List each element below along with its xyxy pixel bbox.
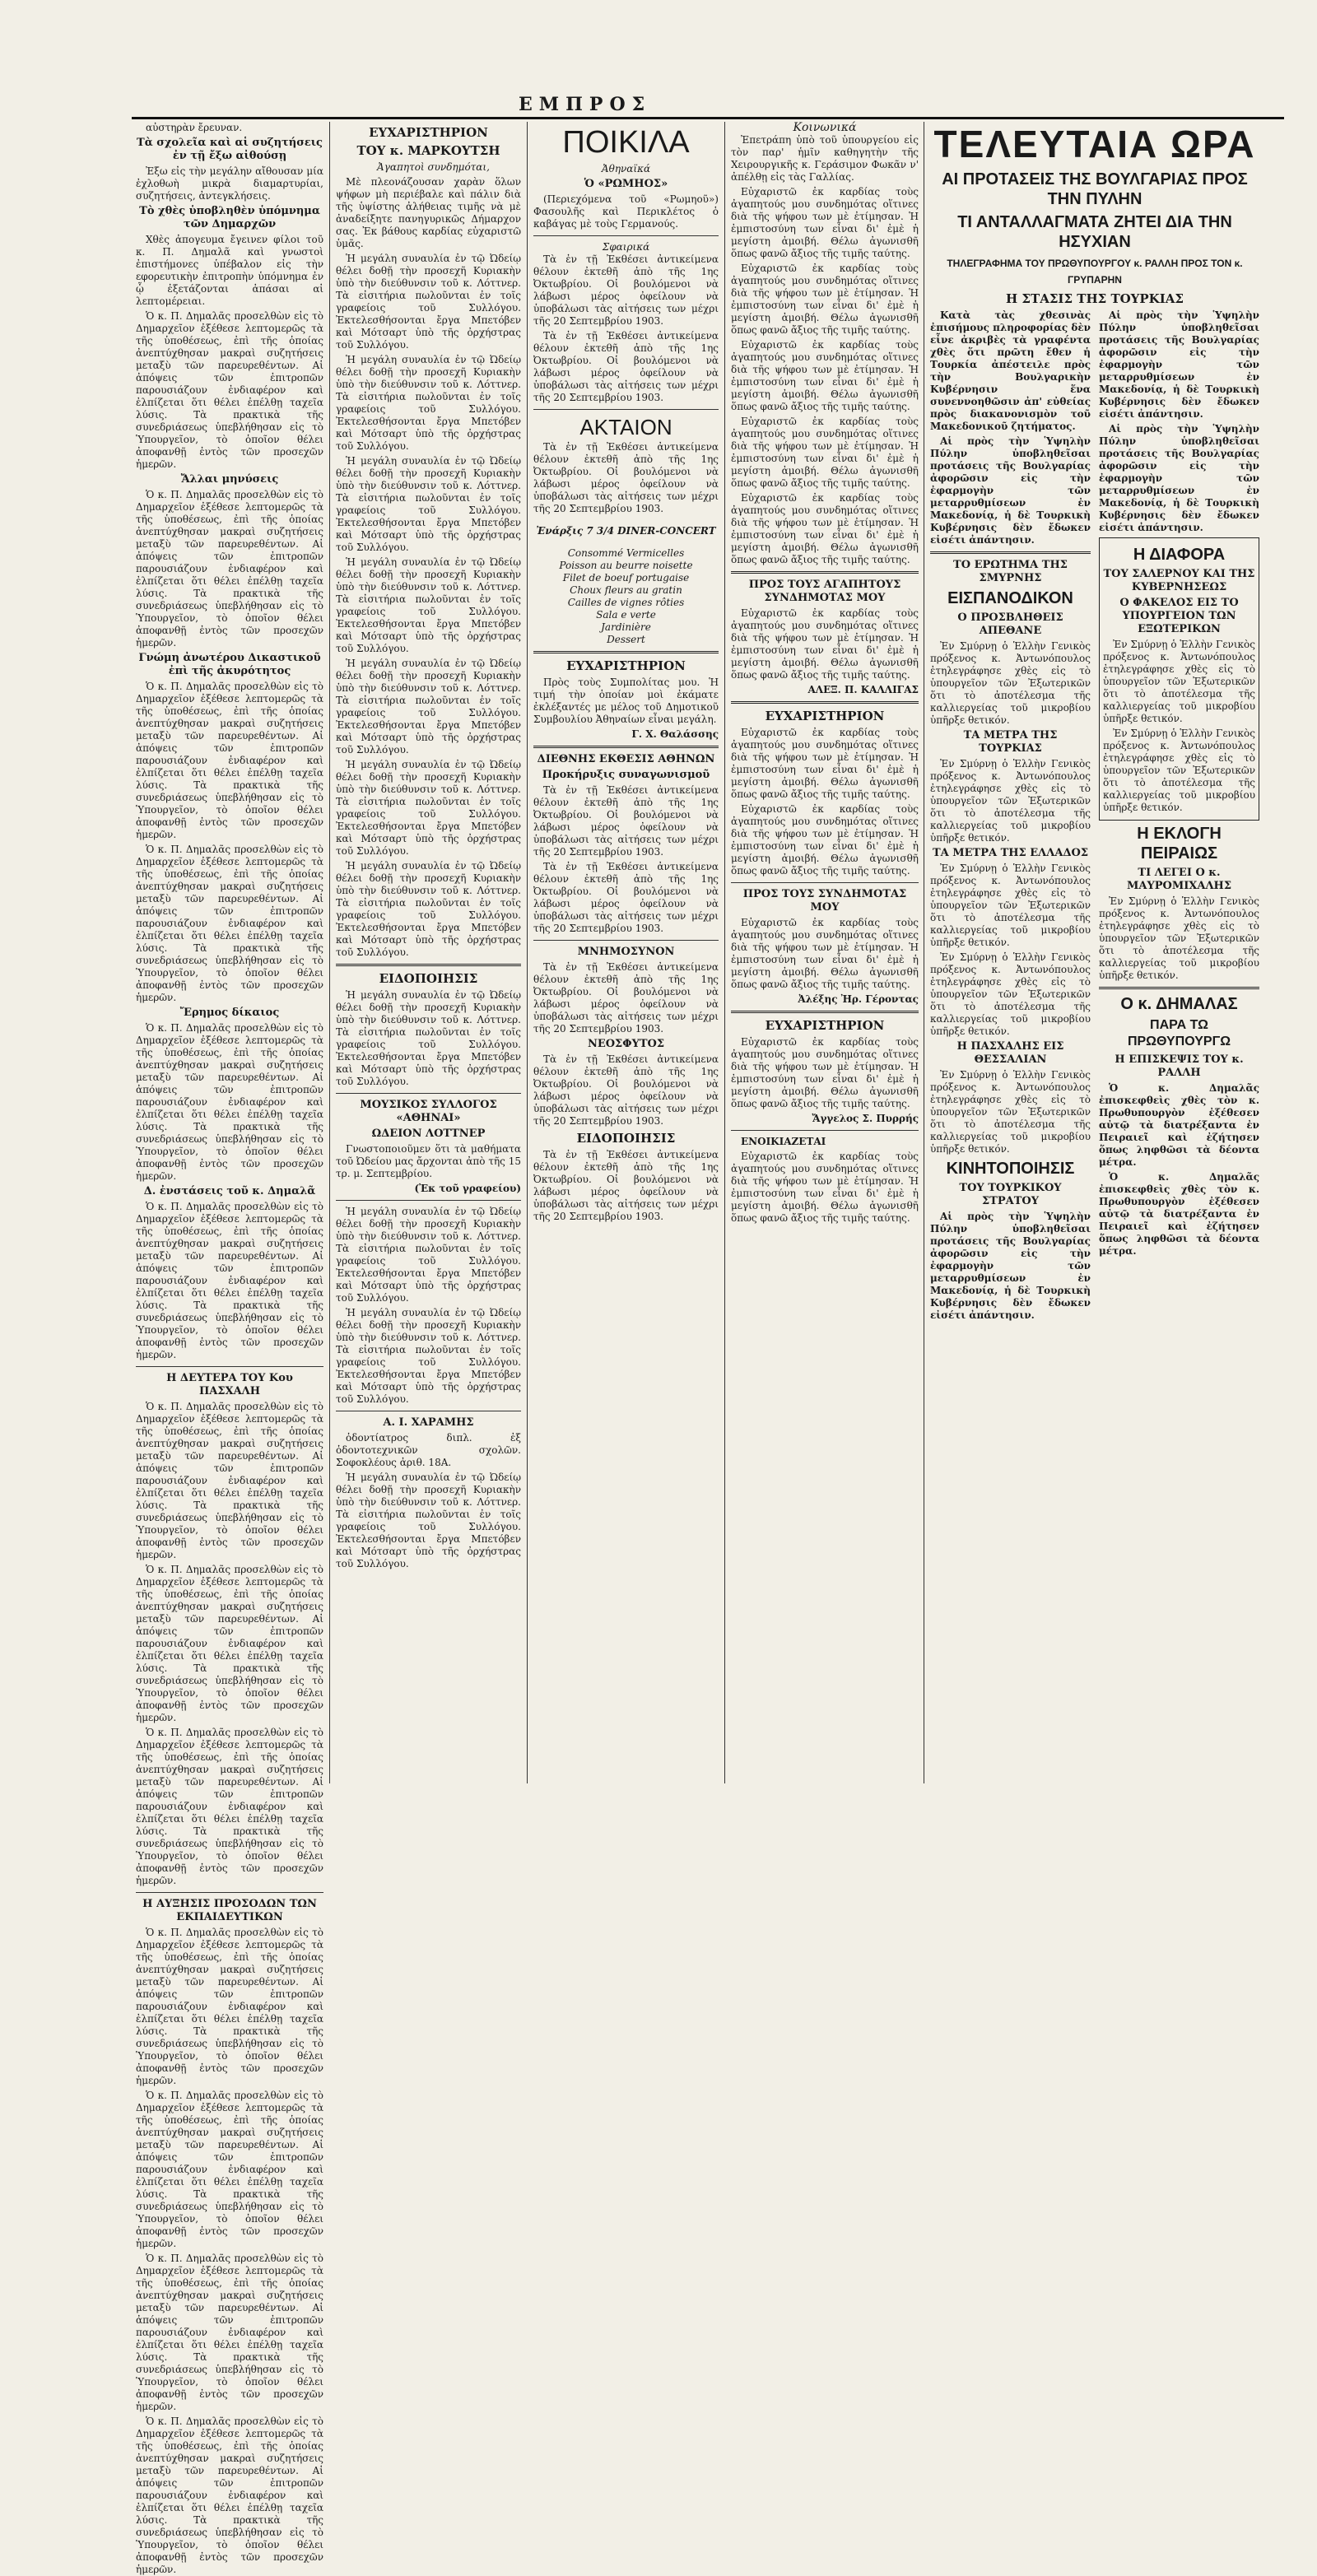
subcolumn-right	[1099, 309, 1259, 1324]
headline-diafora: Η ΔΙΑΦΟΡΑ	[1133, 546, 1226, 564]
headline-tourkikou: ΤΟΥ ΤΟΥΡΚΙΚΟΥ ΣΤΡΑΤΟΥ	[959, 1182, 1062, 1207]
divider	[731, 701, 919, 704]
headline-tilegrafima: ΤΗΛΕΓΡΑΦΗΜΑ ΤΟΥ ΠΡΩΘΥΠΟΥΡΓΟΥ κ. ΡΑΛΛΗ ΠΡΟΣ ΤΟΝ κ. ΓΡΥΠΑΡΗΝ	[947, 258, 1243, 286]
headline-neosfyto: ΝΕΟΣΦΥΤΟΣ	[587, 1038, 665, 1050]
article-filler: Τὰ ἐν τῇ Ἐκθέσει ἀντικείμενα θέλουν ἐκτεθῆ ἀπὸ τῆς 1ης Ὀκτωβρίου. Οἱ βουλόμενοι νὰ λάβωσι μέρος ὀφείλουν νὰ ὑποβάλωσι τὰς αἰτήσεις των μέχρι τῆς 20 Σεπτεμβρίου 1903.	[533, 1149, 719, 1222]
headline-prokirixis: Προκήρυξις συναγωνισμοῦ	[542, 769, 710, 781]
article-filler: Εὐχαριστῶ ἐκ καρδίας τοὺς ἀγαπητούς μου συνδημότας οἵτινες διὰ τῆς ψήφου των μὲ ἐτίμησαν. Ἡ ἐμπιστοσύνη των εἶναι δι' ἐμὲ ἡ μεγίστη ἀμοιβή. Θέλω ἀγωνισθῆ ὅπως φανῶ ἄξιος τῆς τιμῆς ταύτης.	[731, 1151, 919, 1224]
article-filler: Εὐχαριστῶ ἐκ καρδίας τοὺς ἀγαπητούς μου συνδημότας οἵτινες διὰ τῆς ψήφου των μὲ ἐτίμησαν. Ἡ ἐμπιστοσύνη των εἶναι δι' ἐμὲ ἡ μεγίστη ἀμοιβή. Θέλω ἀγωνισθῆ ὅπως φανῶ ἄξιος τῆς τιμῆς ταύτης.	[731, 416, 919, 489]
gerontas-signature: Ἀλέξης Ἠρ. Γέροντας	[798, 993, 919, 1005]
article-filler: Ἡ μεγάλη συναυλία ἐν τῷ Ὠδείῳ θέλει δοθῇ τὴν προσεχῆ Κυριακὴν ὑπὸ τὴν διεύθυνσιν τοῦ κ. Λόττνερ. Τὰ εἰσιτήρια πωλοῦνται ἐν τοῖς γραφείοις τοῦ Συλλόγου. Ἐκτελεσθήσονται ἔργα Μπετόβεν καὶ Μότσαρτ ὑπὸ τῆς ὀρχήστρας τοῦ Συλλόγου.	[336, 354, 521, 452]
article-filler: Τὰ ἐν τῇ Ἐκθέσει ἀντικείμενα θέλουν ἐκτεθῆ ἀπὸ τῆς 1ης Ὀκτωβρίου. Οἱ βουλόμενοι νὰ λάβωσι μέρος ὀφείλουν νὰ ὑποβάλωσι τὰς αἰτήσεις των μέχρι τῆς 20 Σεπτεμβρίου 1903.	[533, 784, 719, 858]
article-right: Αἱ πρὸς τὴν Ὑψηλὴν Πύλην ὑποβληθεῖσαι προτάσεις τῆς Βουλγαρίας ἀφορῶσιν εἰς τὴν ἐφαρμογὴν τῶν μεταρρυθμίσεων ἐν Μακεδονίᾳ, ἡ δὲ Τουρκικὴ Κυβέρνησις δὲν ἔδωκεν εἰσέτι ἀπάντησιν.	[930, 435, 1091, 546]
article-mid: Ἐν Σμύρνῃ ὁ Ἑλλὴν Γενικὸς πρόξενος κ. Ἀντωνόπουλος ἐτηλεγράφησε χθὲς εἰς τὸ ὑπουργεῖον τῶν Ἐξωτερικῶν ὅτι τὸ ἀποτέλεσμα τῆς καλλιεργείας τοῦ μικροβίου ὑπῆρξε θετικόν.	[930, 951, 1091, 1037]
divider	[136, 1366, 323, 1367]
article-odeion: Γνωστοποιοῦμεν ὅτι τὰ μαθήματα τοῦ Ὠδείου μας ἄρχονται ἀπὸ τῆς 15 τρ. μ. Σεπτεμβρίου.	[336, 1143, 521, 1179]
odeion-signature: (Ἐκ τοῦ γραφείου)	[414, 1183, 521, 1194]
article-filler: Εὐχαριστῶ ἐκ καρδίας τοὺς ἀγαπητούς μου συνδημότας οἵτινες διὰ τῆς ψήφου των μὲ ἐτίμησαν. Ἡ ἐμπιστοσύνη των εἶναι δι' ἐμὲ ἡ μεγίστη ἀμοιβή. Θέλω ἀγωνισθῆ ὅπως φανῶ ἄξιος τῆς τιμῆς ταύτης.	[731, 727, 919, 800]
headline-diafora-sub: ΤΟΥ ΣΑΛΕΡΝΟΥ ΚΑΙ ΤΗΣ ΚΥΒΕΡΝΗΣΕΩΣ	[1103, 568, 1255, 593]
subcolumns-top	[930, 309, 1259, 1324]
subsection-athinaika: Ἀθηναϊκά	[601, 163, 651, 174]
headline-eucharistirion: ΕΥΧΑΡΙΣΤΗΡΙΟΝ	[369, 125, 488, 140]
article-filler: Ἡ μεγάλη συναυλία ἐν τῷ Ὠδείῳ θέλει δοθῇ τὴν προσεχῆ Κυριακὴν ὑπὸ τὴν διεύθυνσιν τοῦ κ. Λόττνερ. Τὰ εἰσιτήρια πωλοῦνται ἐν τοῖς γραφείοις τοῦ Συλλόγου. Ἐκτελεσθήσονται ἔργα Μπετόβεν καὶ Μότσαρτ ὑπὸ τῆς ὀρχήστρας τοῦ Συλλόγου.	[336, 860, 521, 958]
headline-markoutsi: ΤΟΥ κ. ΜΑΡΚΟΥΤΣΗ	[356, 143, 500, 158]
headline-metra-tourkias: ΤΑ ΜΕΤΡΑ ΤΗΣ ΤΟΥΡΚΙΑΣ	[963, 729, 1058, 755]
article-filler: Ὁ κ. Π. Δημαλᾶς προσελθὼν εἰς τὸ Δημαρχεῖον ἐξέθεσε λεπτομερῶς τὰ τῆς ὑποθέσεως, ἐπὶ τῆς ὁποίας ἀνεπτύχθησαν μακραὶ συζητήσεις μεταξὺ τῶν παρευρεθέντων. Αἱ ἀπόψεις τῶν ἐπιτροπῶν παρουσιάζουν ἐνδιαφέρον καὶ ἐλπίζεται ὅτι θέλει ἐπέλθῃ ταχεῖα λύσις. Τὰ πρακτικὰ τῆς συνεδριάσεως ὑπεβλήθησαν εἰς τὸ Ὑπουργεῖον, τὸ ὁποῖον θέλει ἀποφανθῇ ἐντὸς τῶν προσεχῶν ἡμερῶν.	[136, 2090, 323, 2249]
divider	[533, 940, 719, 941]
headline-deftera: Η ΔΕΥΤΕΡΑ ΤΟΥ Κου ΠΑΣΧΑΛΗ	[166, 1372, 293, 1397]
headline-eklogi: Η ΕΚΛΟΓΗ ΠΕΙΡΑΙΩΣ	[1137, 825, 1222, 863]
headline-eucharistirion: ΕΥΧΑΡΙΣΤΗΡΙΟΝ	[765, 709, 885, 723]
subsection-sfairika: Σφαιρικά	[602, 241, 650, 253]
headline-pros-synd: ΠΡΟΣ ΤΟΥΣ ΣΥΝΔΗΜΟΤΑΣ ΜΟΥ	[742, 888, 907, 914]
article-koinonika: Ἐπετράπη ὑπὸ τοῦ ὑπουργείου εἰς τὸν παρ' ἡμῖν καθηγητὴν τῆς Χειρουργικῆς κ. Γεράσιμον Φωκᾶν ν' ἀπέλθῃ εἰς τὰς Γαλλίας.	[731, 134, 919, 183]
headline-epanodikon: ΕΙΣΠΑΝΟΔΙΚΟΝ	[947, 589, 1073, 607]
headline-dimarchia: Τὸ χθὲς ὑποβληθὲν ὑπόμνημα τῶν Δημαρχῶν	[139, 205, 320, 230]
column-rule	[527, 122, 528, 1783]
masthead	[132, 92, 1284, 119]
article-filler: Εὐχαριστῶ ἐκ καρδίας τοὺς ἀγαπητούς μου συνδημότας οἵτινες διὰ τῆς ψήφου των μὲ ἐτίμησαν. Ἡ ἐμπιστοσύνη των εἶναι δι' ἐμὲ ἡ μεγίστη ἀμοιβή. Θέλω ἀγωνισθῆ ὅπως φανῶ ἄξιος τῆς τιμῆς ταύτης.	[731, 263, 919, 336]
divider	[336, 964, 521, 966]
article-filler: Ὁ κ. Π. Δημαλᾶς προσελθὼν εἰς τὸ Δημαρχεῖον ἐξέθεσε λεπτομερῶς τὰ τῆς ὑποθέσεως, ἐπὶ τῆς ὁποίας ἀνεπτύχθησαν μακραὶ συζητήσεις μεταξὺ τῶν παρευρεθέντων. Αἱ ἀπόψεις τῶν ἐπιτροπῶν παρουσιάζουν ἐνδιαφέρον καὶ ἐλπίζεται ὅτι θέλει ἐπέλθῃ ταχεῖα λύσις. Τὰ πρακτικὰ τῆς συνεδριάσεως ὑπεβλήθησαν εἰς τὸ Ὑπουργεῖον, τὸ ὁποῖον θέλει ἀποφανθῇ ἐντὸς τῶν προσεχῶν ἡμερῶν.	[136, 1727, 323, 1886]
article-right: Αἱ πρὸς τὴν Ὑψηλὴν Πύλην ὑποβληθεῖσαι προτάσεις τῆς Βουλγαρίας ἀφορῶσιν εἰς τὴν ἐφαρμογὴν τῶν μεταρρυθμίσεων ἐν Μακεδονίᾳ, ἡ δὲ Τουρκικὴ Κυβέρνησις δὲν ἔδωκεν εἰσέτι ἀπάντησιν.	[1099, 309, 1259, 420]
article-dimalas: Ὁ κ. Δημαλᾶς ἐπισκεφθεὶς χθὲς τὸν κ. Πρωθυπουργὸν ἐξέθεσεν αὐτῷ τὰ διατρέξαντα ἐν Πειραιεῖ καὶ ἐζήτησεν ὅπως ληφθῶσι τὰ δέοντα μέτρα.	[1099, 1171, 1259, 1257]
headline-charamis: Α. Ι. ΧΑΡΑΜΗΣ	[383, 1416, 474, 1429]
column-1	[136, 122, 323, 2575]
article-filler: Ὁ κ. Π. Δημαλᾶς προσελθὼν εἰς τὸ Δημαρχεῖον ἐξέθεσε λεπτομερῶς τὰ τῆς ὑποθέσεως, ἐπὶ τῆς ὁποίας ἀνεπτύχθησαν μακραὶ συζητήσεις μεταξὺ τῶν παρευρεθέντων. Αἱ ἀπόψεις τῶν ἐπιτροπῶν παρουσιάζουν ἐνδιαφέρον καὶ ἐλπίζεται ὅτι θέλει ἐπέλθῃ ταχεῖα λύσις. Τὰ πρακτικὰ τῆς συνεδριάσεως ὑπεβλήθησαν εἰς τὸ Ὑπουργεῖον, τὸ ὁποῖον θέλει ἀποφανθῇ ἐντὸς τῶν προσεχῶν ἡμερῶν.	[136, 1564, 323, 1723]
divider	[336, 1093, 521, 1094]
pyrris-signature: Ἄγγελος Σ. Πυρρής	[812, 1113, 919, 1124]
menu-item: Poisson au beurre noisette	[559, 560, 693, 571]
headline-nees: Η ΑΥΞΗΣΙΣ ΠΡΟΣΟΔΩΝ ΤΩΝ ΕΚΠΑΙΔΕΥΤΙΚΩΝ	[142, 1898, 317, 1923]
article-filler: Ἡ μεγάλη συναυλία ἐν τῷ Ὠδείῳ θέλει δοθῇ τὴν προσεχῆ Κυριακὴν ὑπὸ τὴν διεύθυνσιν τοῦ κ. Λόττνερ. Τὰ εἰσιτήρια πωλοῦνται ἐν τοῖς γραφείοις τοῦ Συλλόγου. Ἐκτελεσθήσονται ἔργα Μπετόβεν καὶ Μότσαρτ ὑπὸ τῆς ὀρχήστρας τοῦ Συλλόγου.	[336, 658, 521, 756]
article-right: Αἱ πρὸς τὴν Ὑψηλὴν Πύλην ὑποβληθεῖσαι προτάσεις τῆς Βουλγαρίας ἀφορῶσιν εἰς τὴν ἐφαρμογὴν τῶν μεταρρυθμίσεων ἐν Μακεδονίᾳ, ἡ δὲ Τουρκικὴ Κυβέρνησις δὲν ἔδωκεν εἰσέτι ἀπάντησιν.	[930, 1211, 1091, 1321]
subcolumn-left	[930, 309, 1091, 1324]
newspaper-name: ΕΜΠΡΟΣ	[519, 94, 652, 115]
headline-eidopoiisis: ΕΙΔΟΠΟΙΗΣΙΣ	[576, 1131, 676, 1146]
article-filler: Εὐχαριστῶ ἐκ καρδίας τοὺς ἀγαπητούς μου συνδημότας οἵτινες διὰ τῆς ψήφου των μὲ ἐτίμησαν. Ἡ ἐμπιστοσύνη των εἶναι δι' ἐμὲ ἡ μεγίστη ἀμοιβή. Θέλω ἀγωνισθῆ ὅπως φανῶ ἄξιος τῆς τιμῆς ταύτης.	[731, 186, 919, 259]
divider	[731, 882, 919, 883]
menu-item: Cailles de vignes rôties	[567, 597, 685, 608]
article-filler: Ὁ κ. Π. Δημαλᾶς προσελθὼν εἰς τὸ Δημαρχεῖον ἐξέθεσε λεπτομερῶς τὰ τῆς ὑποθέσεως, ἐπὶ τῆς ὁποίας ἀνεπτύχθησαν μακραὶ συζητήσεις μεταξὺ τῶν παρευρεθέντων. Αἱ ἀπόψεις τῶν ἐπιτροπῶν παρουσιάζουν ἐνδιαφέρον καὶ ἐλπίζεται ὅτι θέλει ἐπέλθῃ ταχεῖα λύσις. Τὰ πρακτικὰ τῆς συνεδριάσεως ὑπεβλήθησαν εἰς τὸ Ὑπουργεῖον, τὸ ὁποῖον θέλει ἀποφανθῇ ἐντὸς τῶν προσεχῶν ἡμερῶν.	[136, 489, 323, 649]
column-3	[533, 122, 719, 1792]
divider	[731, 1130, 919, 1131]
headline-mnimosynon: ΜΝΗΜΟΣΥΝΟΝ	[577, 946, 675, 958]
headline-stasis: Η ΣΤΑΣΙΣ ΤΗΣ ΤΟΥΡΚΙΑΣ	[1006, 291, 1184, 306]
article-filler: Εὐχαριστῶ ἐκ καρδίας τοὺς ἀγαπητούς μου συνδημότας οἵτινες διὰ τῆς ψήφου των μὲ ἐτίμησαν. Ἡ ἐμπιστοσύνη των εἶναι δι' ἐμὲ ἡ μεγίστη ἀμοιβή. Θέλω ἀγωνισθῆ ὅπως φανῶ ἄξιος τῆς τιμῆς ταύτης.	[731, 1036, 919, 1109]
article-mid: Ἐν Σμύρνῃ ὁ Ἑλλὴν Γενικὸς πρόξενος κ. Ἀντωνόπουλος ἐτηλεγράφησε χθὲς εἰς τὸ ὑπουργεῖον τῶν Ἐξωτερικῶν ὅτι τὸ ἀποτέλεσμα τῆς καλλιεργείας τοῦ μικροβίου ὑπῆρξε θετικόν.	[930, 1069, 1091, 1155]
greeting: Ἀγαπητοὶ συνδημόται,	[377, 161, 490, 173]
section-poikila: ΠΟΙΚΙΛΑ	[562, 125, 690, 160]
article-filler: Ὁ κ. Π. Δημαλᾶς προσελθὼν εἰς τὸ Δημαρχεῖον ἐξέθεσε λεπτομερῶς τὰ τῆς ὑποθέσεως, ἐπὶ τῆς ὁποίας ἀνεπτύχθησαν μακραὶ συζητήσεις μεταξὺ τῶν παρευρεθέντων. Αἱ ἀπόψεις τῶν ἐπιτροπῶν παρουσιάζουν ἐνδιαφέρον καὶ ἐλπίζεται ὅτι θέλει ἐπέλθῃ ταχεῖα λύσις. Τὰ πρακτικὰ τῆς συνεδριάσεως ὑπεβλήθησαν εἰς τὸ Ὑπουργεῖον, τὸ ὁποῖον θέλει ἀποφανθῇ ἐντὸς τῶν προσεχῶν ἡμερῶν.	[136, 2416, 323, 2575]
menu-item: Consommé Vermicelles	[567, 547, 685, 559]
article-mid: Ἐν Σμύρνῃ ὁ Ἑλλὴν Γενικὸς πρόξενος κ. Ἀντωνόπουλος ἐτηλεγράφησε χθὲς εἰς τὸ ὑπουργεῖον τῶν Ἐξωτερικῶν ὅτι τὸ ἀποτέλεσμα τῆς καλλιεργείας τοῦ μικροβίου ὑπῆρξε θετικόν.	[1103, 728, 1255, 813]
article-filler: Τὰ ἐν τῇ Ἐκθέσει ἀντικείμενα θέλουν ἐκτεθῆ ἀπὸ τῆς 1ης Ὀκτωβρίου. Οἱ βουλόμενοι νὰ λάβωσι μέρος ὀφείλουν νὰ ὑποβάλωσι τὰς αἰτήσεις των μέχρι τῆς 20 Σεπτεμβρίου 1903.	[533, 330, 719, 403]
headline-fakelos: Ο ΦΑΚΕΛΟΣ ΕΙΣ ΤΟ ΥΠΟΥΡΓΕΙΟΝ ΤΩΝ ΕΞΩΤΕΡΙΚΩΝ	[1119, 597, 1239, 635]
article-mid: Ἐν Σμύρνῃ ὁ Ἑλλὴν Γενικὸς πρόξενος κ. Ἀντωνόπουλος ἐτηλεγράφησε χθὲς εἰς τὸ ὑπουργεῖον τῶν Ἐξωτερικῶν ὅτι τὸ ἀποτέλεσμα τῆς καλλιεργείας τοῦ μικροβίου ὑπῆρξε θετικόν.	[930, 863, 1091, 948]
article-filler: Ὁ κ. Π. Δημαλᾶς προσελθὼν εἰς τὸ Δημαρχεῖον ἐξέθεσε λεπτομερῶς τὰ τῆς ὑποθέσεως, ἐπὶ τῆς ὁποίας ἀνεπτύχθησαν μακραὶ συζητήσεις μεταξὺ τῶν παρευρεθέντων. Αἱ ἀπόψεις τῶν ἐπιτροπῶν παρουσιάζουν ἐνδιαφέρον καὶ ἐλπίζεται ὅτι θέλει ἐπέλθῃ ταχεῖα λύσις. Τὰ πρακτικὰ τῆς συνεδριάσεως ὑπεβλήθησαν εἰς τὸ Ὑπουργεῖον, τὸ ὁποῖον θέλει ἀποφανθῇ ἐντὸς τῶν προσεχῶν ἡμερῶν.	[136, 310, 323, 470]
article-stasis: Κατὰ τὰς χθεσινὰς ἐπισήμους πληροφορίας δὲν εἶνε ἀκριβὲς τὰ γραφέντα χθὲς ὅτι πρῶτη ἔθεν ἡ Τουρκία ἀπέστειλε πρὸς τὴν Βουλγαρικὴν Κυβέρνησιν ἕνα συνεννοηθῶσιν ἀπ' εὐθείας πρὸς διακανονισμὸν τοῦ Μακεδονικοῦ ζητήματος.	[930, 309, 1091, 432]
divider	[930, 551, 1091, 554]
article-mid: Ἐν Σμύρνῃ ὁ Ἑλλὴν Γενικὸς πρόξενος κ. Ἀντωνόπουλος ἐτηλεγράφησε χθὲς εἰς τὸ ὑπουργεῖον τῶν Ἐξωτερικῶν ὅτι τὸ ἀποτέλεσμα τῆς καλλιεργείας τοῦ μικροβίου ὑπῆρξε θετικόν.	[930, 758, 1091, 844]
divider	[731, 1011, 919, 1013]
article-filler: Ἡ μεγάλη συναυλία ἐν τῷ Ὠδείῳ θέλει δοθῇ τὴν προσεχῆ Κυριακὴν ὑπὸ τὴν διεύθυνσιν τοῦ κ. Λόττνερ. Τὰ εἰσιτήρια πωλοῦνται ἐν τοῖς γραφείοις τοῦ Συλλόγου. Ἐκτελεσθήσονται ἔργα Μπετόβεν καὶ Μότσαρτ ὑπὸ τῆς ὀρχήστρας τοῦ Συλλόγου.	[336, 556, 521, 654]
article-filler: Τὰ ἐν τῇ Ἐκθέσει ἀντικείμενα θέλουν ἐκτεθῆ ἀπὸ τῆς 1ης Ὀκτωβρίου. Οἱ βουλόμενοι νὰ λάβωσι μέρος ὀφείλουν νὰ ὑποβάλωσι τὰς αἰτήσεις των μέχρι τῆς 20 Σεπτεμβρίου 1903.	[533, 961, 719, 1035]
article-filler: Τὰ ἐν τῇ Ἐκθέσει ἀντικείμενα θέλουν ἐκτεθῆ ἀπὸ τῆς 1ης Ὀκτωβρίου. Οἱ βουλόμενοι νὰ λάβωσι μέρος ὀφείλουν νὰ ὑποβάλωσι τὰς αἰτήσεις των μέχρι τῆς 20 Σεπτεμβρίου 1903.	[533, 861, 719, 934]
section-aktaion: ΑΚΤΑΙΟΝ	[579, 415, 672, 439]
headline-ekthesis: ΔΙΕΘΝΗΣ ΕΚΘΕΣΙΣ ΑΘΗΝΩΝ	[537, 753, 715, 765]
box-diafora	[1099, 537, 1259, 821]
article-markoutsi: Μὲ πλεονάζουσαν χαρὰν ὅλων ψήφων μὴ περιέβαλε καὶ πάλιν διὰ τῆς ὑψίστης ἀλήθειας τιμῆς νὰ μὲ ἀναδείξητε πανηγυρικῶς Δήμαρχον σας. Ἐκ βάθους καρδίας εὐχαριστῶ ὑμᾶς.	[336, 176, 521, 249]
headline-allai: Ἄλλαι μηνύσεις	[180, 473, 279, 486]
article-romios: (Περιεχόμενα τοῦ «Ρωμηοῦ») Φασουλῆς καὶ Περικλέτος ὁ καβάγας μὲ τοὺς Γερμανούς.	[533, 193, 719, 230]
enoikiazetai-label: ΕΝΟΙΚΙΑΖΕΤΑΙ	[741, 1136, 826, 1147]
article-filler: Εὐχαριστῶ ἐκ καρδίας τοὺς ἀγαπητούς μου συνδημότας οἵτινες διὰ τῆς ψήφου των μὲ ἐτίμησαν. Ἡ ἐμπιστοσύνη των εἶναι δι' ἐμὲ ἡ μεγίστη ἀμοιβή. Θέλω ἀγωνισθῆ ὅπως φανῶ ἄξιος τῆς τιμῆς ταύτης.	[731, 607, 919, 681]
divider	[533, 651, 719, 653]
article-filler: Ὁ κ. Π. Δημαλᾶς προσελθὼν εἰς τὸ Δημαρχεῖον ἐξέθεσε λεπτομερῶς τὰ τῆς ὑποθέσεως, ἐπὶ τῆς ὁποίας ἀνεπτύχθησαν μακραὶ συζητήσεις μεταξὺ τῶν παρευρεθέντων. Αἱ ἀπόψεις τῶν ἐπιτροπῶν παρουσιάζουν ἐνδιαφέρον καὶ ἐλπίζεται ὅτι θέλει ἐπέλθῃ ταχεῖα λύσις. Τὰ πρακτικὰ τῆς συνεδριάσεως ὑπεβλήθησαν εἰς τὸ Ὑπουργεῖον, τὸ ὁποῖον θέλει ἀποφανθῇ ἐντὸς τῶν προσεχῶν ἡμερῶν.	[136, 2253, 323, 2412]
headline-episkepsis: Η ΕΠΙΣΚΕΨΙΣ ΤΟΥ κ. ΡΑΛΛΗ	[1115, 1053, 1244, 1079]
article-dimalas: Ὁ κ. Δημαλᾶς ἐπισκεφθεὶς χθὲς τὸν κ. Πρωθυπουργὸν ἐξέθεσεν αὐτῷ τὰ διατρέξαντα ἐν Πειραιεῖ καὶ ἐζήτησεν ὅπως ληφθῶσι τὰ δέοντα μέτρα.	[1099, 1082, 1259, 1168]
article-right: Αἱ πρὸς τὴν Ὑψηλὴν Πύλην ὑποβληθεῖσαι προτάσεις τῆς Βουλγαρίας ἀφορῶσιν εἰς τὴν ἐφαρμογὴν τῶν μεταρρυθμίσεων ἐν Μακεδονίᾳ, ἡ δὲ Τουρκικὴ Κυβέρνησις δὲν ἔδωκεν εἰσέτι ἀπάντησιν.	[1099, 423, 1259, 533]
headline-eremos: Ἔρημος δίκαιος	[179, 1007, 280, 1019]
menu-item: Filet de boeuf portugaise	[562, 572, 690, 584]
article-filler: Ἡ μεγάλη συναυλία ἐν τῷ Ὠδείῳ θέλει δοθῇ τὴν προσεχῆ Κυριακὴν ὑπὸ τὴν διεύθυνσιν τοῦ κ. Λόττνερ. Τὰ εἰσιτήρια πωλοῦνται ἐν τοῖς γραφείοις τοῦ Συλλόγου. Ἐκτελεσθήσονται ἔργα Μπετόβεν καὶ Μότσαρτ ὑπὸ τῆς ὀρχήστρας τοῦ Συλλόγου.	[336, 1206, 521, 1304]
headline-ti-legei: ΤΙ ΛΕΓΕΙ Ο κ. ΜΑΥΡΟΜΙΧΑΛΗΣ	[1126, 867, 1232, 892]
dinner-title: Ἐνάρξις 7 3/4 DINER-CONCERT	[536, 525, 716, 537]
headline-para: ΠΑΡΑ ΤΩ ΠΡΩΘΥΠΟΥΡΓΩ	[1127, 1018, 1231, 1049]
article-filler: Τὰ ἐν τῇ Ἐκθέσει ἀντικείμενα θέλουν ἐκτεθῆ ἀπὸ τῆς 1ης Ὀκτωβρίου. Οἱ βουλόμενοι νὰ λάβωσι μέρος ὀφείλουν νὰ ὑποβάλωσι τὰς αἰτήσεις των μέχρι τῆς 20 Σεπτεμβρίου 1903.	[533, 253, 719, 327]
headline-scholeia: Τὰ σχολεῖα καὶ αἱ συζητήσεις ἐν τῇ ἔξω αἰθούσῃ	[137, 137, 323, 162]
divider	[533, 409, 719, 410]
divider	[533, 235, 719, 236]
headline-prospatheies: Ο ΠΡΟΣΒΛΗΘΕΙΣ ΑΠΕΘΑΝΕ	[957, 611, 1063, 637]
headline-kalliga: ΠΡΟΣ ΤΟΥΣ ΑΓΑΠΗΤΟΥΣ ΣΥΝΔΗΜΟΤΑΣ ΜΟΥ	[748, 579, 901, 604]
headline-dimalas: Ο κ. ΔΗΜΑΛΑΣ	[1120, 995, 1238, 1013]
divider	[731, 571, 919, 574]
headline-pasxalis: Η ΠΑΣΧΑΛΗΣ ΕΙΣ ΘΕΣΣΑΛΙΑΝ	[956, 1040, 1064, 1066]
article-filler: Τὰ ἐν τῇ Ἐκθέσει ἀντικείμενα θέλουν ἐκτεθῆ ἀπὸ τῆς 1ης Ὀκτωβρίου. Οἱ βουλόμενοι νὰ λάβωσι μέρος ὀφείλουν νὰ ὑποβάλωσι τὰς αἰτήσεις των μέχρι τῆς 20 Σεπτεμβρίου 1903.	[533, 1053, 719, 1127]
article-filler: Ὁ κ. Π. Δημαλᾶς προσελθὼν εἰς τὸ Δημαρχεῖον ἐξέθεσε λεπτομερῶς τὰ τῆς ὑποθέσεως, ἐπὶ τῆς ὁποίας ἀνεπτύχθησαν μακραὶ συζητήσεις μεταξὺ τῶν παρευρεθέντων. Αἱ ἀπόψεις τῶν ἐπιτροπῶν παρουσιάζουν ἐνδιαφέρον καὶ ἐλπίζεται ὅτι θέλει ἐπέλθῃ ταχεῖα λύσις. Τὰ πρακτικὰ τῆς συνεδριάσεως ὑπεβλήθησαν εἰς τὸ Ὑπουργεῖον, τὸ ὁποῖον θέλει ἀποφανθῇ ἐντὸς τῶν προσεχῶν ἡμερῶν.	[136, 1401, 323, 1560]
menu-item: Sala e verte	[596, 609, 656, 621]
headline-gnomi: Γνώμη ἀνωτέρου Δικαστικοῦ ἐπὶ τῆς ἀκυρότητος	[138, 652, 321, 677]
article-filler: Ἡ μεγάλη συναυλία ἐν τῷ Ὠδείῳ θέλει δοθῇ τὴν προσεχῆ Κυριακὴν ὑπὸ τὴν διεύθυνσιν τοῦ κ. Λόττνερ. Τὰ εἰσιτήρια πωλοῦνται ἐν τοῖς γραφείοις τοῦ Συλλόγου. Ἐκτελεσθήσονται ἔργα Μπετόβεν καὶ Μότσαρτ ὑπὸ τῆς ὀρχήστρας τοῦ Συλλόγου.	[336, 989, 521, 1087]
section-koinonika: Κοινωνικά	[793, 121, 857, 134]
article-filler: Ἡ μεγάλη συναυλία ἐν τῷ Ὠδείῳ θέλει δοθῇ τὴν προσεχῆ Κυριακὴν ὑπὸ τὴν διεύθυνσιν τοῦ κ. Λόττνερ. Τὰ εἰσιτήρια πωλοῦνται ἐν τοῖς γραφείοις τοῦ Συλλόγου. Ἐκτελεσθήσονται ἔργα Μπετόβεν καὶ Μότσαρτ ὑπὸ τῆς ὀρχήστρας τοῦ Συλλόγου.	[336, 455, 521, 553]
menu-item: Dessert	[607, 634, 645, 645]
dinner-menu	[533, 547, 719, 646]
kalliga-signature: ΑΛΕΞ. Π. ΚΑΛΛΙΓΑΣ	[807, 684, 919, 695]
article-filler: Τὰ ἐν τῇ Ἐκθέσει ἀντικείμενα θέλουν ἐκτεθῆ ἀπὸ τῆς 1ης Ὀκτωβρίου. Οἱ βουλόμενοι νὰ λάβωσι μέρος ὀφείλουν νὰ ὑποβάλωσι τὰς αἰτήσεις των μέχρι τῆς 20 Σεπτεμβρίου 1903.	[533, 441, 719, 514]
headline-romios: Ὁ «ΡΩΜΗΟΣ»	[584, 178, 668, 190]
article-filler: Ὁ κ. Π. Δημαλᾶς προσελθὼν εἰς τὸ Δημαρχεῖον ἐξέθεσε λεπτομερῶς τὰ τῆς ὑποθέσεως, ἐπὶ τῆς ὁποίας ἀνεπτύχθησαν μακραὶ συζητήσεις μεταξὺ τῶν παρευρεθέντων. Αἱ ἀπόψεις τῶν ἐπιτροπῶν παρουσιάζουν ἐνδιαφέρον καὶ ἐλπίζεται ὅτι θέλει ἐπέλθῃ ταχεῖα λύσις. Τὰ πρακτικὰ τῆς συνεδριάσεως ὑπεβλήθησαν εἰς τὸ Ὑπουργεῖον, τὸ ὁποῖον θέλει ἀποφανθῇ ἐντὸς τῶν προσεχῶν ἡμερῶν.	[136, 1201, 323, 1360]
article-filler: Εὐχαριστῶ ἐκ καρδίας τοὺς ἀγαπητούς μου συνδημότας οἵτινες διὰ τῆς ψήφου των μὲ ἐτίμησαν. Ἡ ἐμπιστοσύνη των εἶναι δι' ἐμὲ ἡ μεγίστη ἀμοιβή. Θέλω ἀγωνισθῆ ὅπως φανῶ ἄξιος τῆς τιμῆς ταύτης.	[731, 917, 919, 990]
article-filler: Ἡ μεγάλη συναυλία ἐν τῷ Ὠδείῳ θέλει δοθῇ τὴν προσεχῆ Κυριακὴν ὑπὸ τὴν διεύθυνσιν τοῦ κ. Λόττνερ. Τὰ εἰσιτήρια πωλοῦνται ἐν τοῖς γραφείοις τοῦ Συλλόγου. Ἐκτελεσθήσονται ἔργα Μπετόβεν καὶ Μότσαρτ ὑπὸ τῆς ὀρχήστρας τοῦ Συλλόγου.	[336, 759, 521, 857]
column-rule	[724, 122, 725, 1783]
article-filler: Εὐχαριστῶ ἐκ καρδίας τοὺς ἀγαπητούς μου συνδημότας οἵτινες διὰ τῆς ψήφου των μὲ ἐτίμησαν. Ἡ ἐμπιστοσύνη των εἶναι δι' ἐμὲ ἡ μεγίστη ἀμοιβή. Θέλω ἀγωνισθῆ ὅπως φανῶ ἄξιος τῆς τιμῆς ταύτης.	[731, 492, 919, 565]
headline-eidopoiisis: ΕΙΔΟΠΟΙΗΣΙΣ	[379, 971, 478, 986]
headline-odeion: ΩΔΕΙΟΝ ΛΟΤΤΝΕΡ	[371, 1128, 486, 1140]
headline-antallagmata: ΤΙ ΑΝΤΑΛΛΑΓΜΑΤΑ ΖΗΤΕΙ ΔΙΑ ΤΗΝ ΗΣΥΧΙΑΝ	[957, 213, 1232, 251]
column-5	[930, 122, 1259, 1792]
headline-eucharistirion: ΕΥΧΑΡΙΣΤΗΡΙΟΝ	[566, 658, 686, 673]
divider	[336, 1200, 521, 1201]
menu-item: Choux fleurs au gratin	[570, 584, 682, 596]
enoikiazetai	[731, 1136, 919, 1148]
headline-teleutaia-ora: ΤΕΛΕΥΤΑΙΑ ΩΡΑ	[933, 123, 1256, 165]
divider	[533, 746, 719, 748]
article-mid: Ἐν Σμύρνῃ ὁ Ἑλλὴν Γενικὸς πρόξενος κ. Ἀντωνόπουλος ἐτηλεγράφησε χθὲς εἰς τὸ ὑπουργεῖον τῶν Ἐξωτερικῶν ὅτι τὸ ἀποτέλεσμα τῆς καλλιεργείας τοῦ μικροβίου ὑπῆρξε θετικόν.	[1103, 639, 1255, 724]
headline-kinitopoiisis: ΚΙΝΗΤΟΠΟΙΗΣΙΣ	[946, 1160, 1075, 1178]
headline-mousikos: ΜΟΥΣΙΚΟΣ ΣΥΛΛΟΓΟΣ «ΑΘΗΝΑΙ»	[360, 1099, 497, 1124]
article-mid: Ἐν Σμύρνῃ ὁ Ἑλλὴν Γενικὸς πρόξενος κ. Ἀντωνόπουλος ἐτηλεγράφησε χθὲς εἰς τὸ ὑπουργεῖον τῶν Ἐξωτερικῶν ὅτι τὸ ἀποτέλεσμα τῆς καλλιεργείας τοῦ μικροβίου ὑπῆρξε θετικόν.	[930, 640, 1091, 726]
article-eucharistirion: Πρὸς τοὺς Συμπολίτας μου. Ἡ τιμή τὴν ὁποίαν μοὶ ἐκάματε ἐκλέξαντές με μέλος τοῦ Δημοτικοῦ Συμβουλίου Ἀθηναίων εἶναι μεγάλη.	[533, 677, 719, 725]
column-4	[731, 122, 919, 1792]
article-charamis: ὁδοντίατρος διπλ. ἐξ ὁδοντοτεχνικῶν σχολῶν. Σοφοκλέους ἀριθ. 18Α.	[336, 1432, 521, 1468]
divider	[136, 1892, 323, 1893]
article-filler: Ἡ μεγάλη συναυλία ἐν τῷ Ὠδείῳ θέλει δοθῇ τὴν προσεχῆ Κυριακὴν ὑπὸ τὴν διεύθυνσιν τοῦ κ. Λόττνερ. Τὰ εἰσιτήρια πωλοῦνται ἐν τοῖς γραφείοις τοῦ Συλλόγου. Ἐκτελεσθήσονται ἔργα Μπετόβεν καὶ Μότσαρτ ὑπὸ τῆς ὀρχήστρας τοῦ Συλλόγου.	[336, 1307, 521, 1405]
column-2	[336, 122, 521, 1792]
article-filler: Ὁ κ. Π. Δημαλᾶς προσελθὼν εἰς τὸ Δημαρχεῖον ἐξέθεσε λεπτομερῶς τὰ τῆς ὑποθέσεως, ἐπὶ τῆς ὁποίας ἀνεπτύχθησαν μακραὶ συζητήσεις μεταξὺ τῶν παρευρεθέντων. Αἱ ἀπόψεις τῶν ἐπιτροπῶν παρουσιάζουν ἐνδιαφέρον καὶ ἐλπίζεται ὅτι θέλει ἐπέλθῃ ταχεῖα λύσις. Τὰ πρακτικὰ τῆς συνεδριάσεως ὑπεβλήθησαν εἰς τὸ Ὑπουργεῖον, τὸ ὁποῖον θέλει ἀποφανθῇ ἐντὸς τῶν προσεχῶν ἡμερῶν.	[136, 681, 323, 840]
article-filler: Ὁ κ. Π. Δημαλᾶς προσελθὼν εἰς τὸ Δημαρχεῖον ἐξέθεσε λεπτομερῶς τὰ τῆς ὑποθέσεως, ἐπὶ τῆς ὁποίας ἀνεπτύχθησαν μακραὶ συζητήσεις μεταξὺ τῶν παρευρεθέντων. Αἱ ἀπόψεις τῶν ἐπιτροπῶν παρουσιάζουν ἐνδιαφέρον καὶ ἐλπίζεται ὅτι θέλει ἐπέλθῃ ταχεῖα λύσις. Τὰ πρακτικὰ τῆς συνεδριάσεως ὑπεβλήθησαν εἰς τὸ Ὑπουργεῖον, τὸ ὁποῖον θέλει ἀποφανθῇ ἐντὸς τῶν προσεχῶν ἡμερῶν.	[136, 1927, 323, 2086]
divider	[1099, 987, 1259, 989]
article-filler: Ἡ μεγάλη συναυλία ἐν τῷ Ὠδείῳ θέλει δοθῇ τὴν προσεχῆ Κυριακὴν ὑπὸ τὴν διεύθυνσιν τοῦ κ. Λόττνερ. Τὰ εἰσιτήρια πωλοῦνται ἐν τοῖς γραφείοις τοῦ Συλλόγου. Ἐκτελεσθήσονται ἔργα Μπετόβεν καὶ Μότσαρτ ὑπὸ τῆς ὀρχήστρας τοῦ Συλλόγου.	[336, 1472, 521, 1569]
headline-erotima: ΤΟ ΕΡΩΤΗΜΑ ΤΗΣ ΣΜΥΡΝΗΣ	[953, 559, 1068, 584]
article-scholeia: Ἐξω εἰς τὴν μεγάλην αἴθουσαν μία ἐχλοθωὴ μικρὰ διαμαρτυρίαι, συζητήσεις, ἀντεγκλήσεις.	[136, 165, 323, 202]
article-mid: Ἐν Σμύρνῃ ὁ Ἑλλὴν Γενικὸς πρόξενος κ. Ἀντωνόπουλος ἐτηλεγράφησε χθὲς εἰς τὸ ὑπουργεῖον τῶν Ἐξωτερικῶν ὅτι τὸ ἀποτέλεσμα τῆς καλλιεργείας τοῦ μικροβίου ὑπῆρξε θετικόν.	[1099, 895, 1259, 981]
article-filler: Εὐχαριστῶ ἐκ καρδίας τοὺς ἀγαπητούς μου συνδημότας οἵτινες διὰ τῆς ψήφου των μὲ ἐτίμησαν. Ἡ ἐμπιστοσύνη των εἶναι δι' ἐμὲ ἡ μεγίστη ἀμοιβή. Θέλω ἀγωνισθῆ ὅπως φανῶ ἄξιος τῆς τιμῆς ταύτης.	[731, 339, 919, 412]
headline-metra-ellados: ΤΑ ΜΕΤΡΑ ΤΗΣ ΕΛΛΑΔΟΣ	[932, 847, 1089, 859]
article-filler: Ὁ κ. Π. Δημαλᾶς προσελθὼν εἰς τὸ Δημαρχεῖον ἐξέθεσε λεπτομερῶς τὰ τῆς ὑποθέσεως, ἐπὶ τῆς ὁποίας ἀνεπτύχθησαν μακραὶ συζητήσεις μεταξὺ τῶν παρευρεθέντων. Αἱ ἀπόψεις τῶν ἐπιτροπῶν παρουσιάζουν ἐνδιαφέρον καὶ ἐλπίζεται ὅτι θέλει ἐπέλθῃ ταχεῖα λύσις. Τὰ πρακτικὰ τῆς συνεδριάσεως ὑπεβλήθησαν εἰς τὸ Ὑπουργεῖον, τὸ ὁποῖον θέλει ἀποφανθῇ ἐντὸς τῶν προσεχῶν ἡμερῶν.	[136, 844, 323, 1003]
article-dimarchia: Χθὲς ἀπογευμα ἔγεινεν φίλοι τοῦ κ. Π. Δημαλᾶ καὶ γνωστοὶ ἐπιστήμονες ὑπέβαλον εἰς τὴν εφορευτικὴν ἐπιτροπὴν ὑπόμνημα ἐν ᾧ ἐξετάζονται ἁπάσαι αἱ λεπτομέρειαι.	[136, 234, 323, 307]
headline-eucharistirion-2: ΕΥΧΑΡΙΣΤΗΡΙΟΝ	[765, 1018, 885, 1033]
signature: Γ. Χ. Θαλάσσης	[631, 728, 719, 740]
column-rule	[329, 122, 330, 1783]
headline-enstasis: Δ. ἐνστάσεις τοῦ κ. Δημαλᾶ	[143, 1185, 316, 1197]
article-filler: Εὐχαριστῶ ἐκ καρδίας τοὺς ἀγαπητούς μου συνδημότας οἵτινες διὰ τῆς ψήφου των μὲ ἐτίμησαν. Ἡ ἐμπιστοσύνη των εἶναι δι' ἐμὲ ἡ μεγίστη ἀμοιβή. Θέλω ἀγωνισθῆ ὅπως φανῶ ἄξιος τῆς τιμῆς ταύτης.	[731, 803, 919, 876]
article-filler: Ὁ κ. Π. Δημαλᾶς προσελθὼν εἰς τὸ Δημαρχεῖον ἐξέθεσε λεπτομερῶς τὰ τῆς ὑποθέσεως, ἐπὶ τῆς ὁποίας ἀνεπτύχθησαν μακραὶ συζητήσεις μεταξὺ τῶν παρευρεθέντων. Αἱ ἀπόψεις τῶν ἐπιτροπῶν παρουσιάζουν ἐνδιαφέρον καὶ ἐλπίζεται ὅτι θέλει ἐπέλθῃ ταχεῖα λύσις. Τὰ πρακτικὰ τῆς συνεδριάσεως ὑπεβλήθησαν εἰς τὸ Ὑπουργεῖον, τὸ ὁποῖον θέλει ἀποφανθῇ ἐντὸς τῶν προσεχῶν ἡμερῶν.	[136, 1022, 323, 1182]
menu-item: Jardinière	[601, 621, 651, 633]
intro-text: αὐστηρὰν ἔρευναν.	[146, 122, 243, 133]
article-filler: Ἡ μεγάλη συναυλία ἐν τῷ Ὠδείῳ θέλει δοθῇ τὴν προσεχῆ Κυριακὴν ὑπὸ τὴν διεύθυνσιν τοῦ κ. Λόττνερ. Τὰ εἰσιτήρια πωλοῦνται ἐν τοῖς γραφείοις τοῦ Συλλόγου. Ἐκτελεσθήσονται ἔργα Μπετόβεν καὶ Μότσαρτ ὑπὸ τῆς ὀρχήστρας τοῦ Συλλόγου.	[336, 253, 521, 351]
headline-protaseis: ΑΙ ΠΡΟΤΑΣΕΙΣ ΤΗΣ ΒΟΥΛΓΑΡΙΑΣ ΠΡΟΣ ΤΗΝ ΠΥΛΗΝ	[942, 170, 1248, 208]
